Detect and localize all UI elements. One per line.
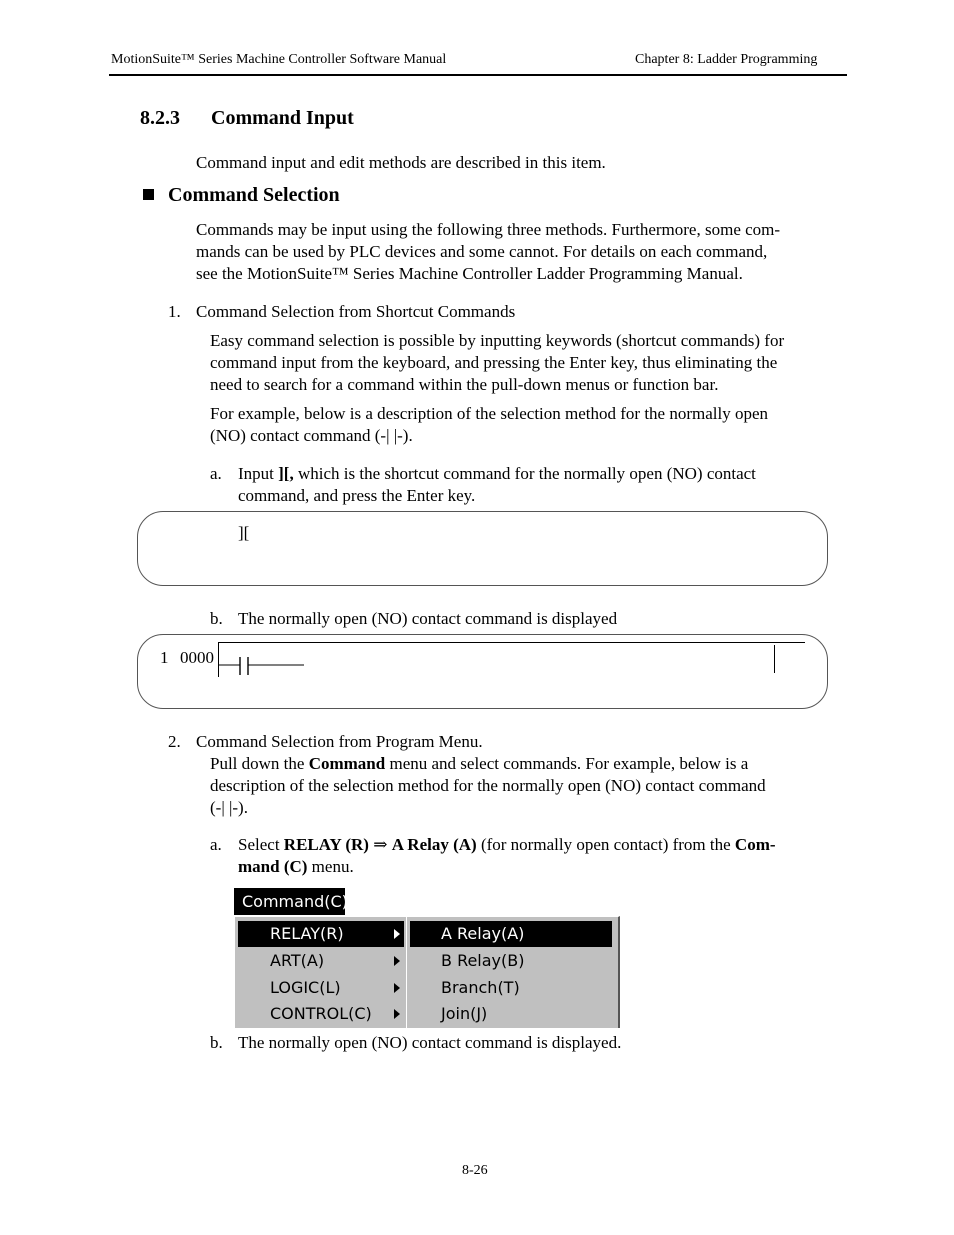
menu-item-label: LOGIC(L) bbox=[270, 978, 341, 997]
text-run: which is the shortcut command for the normally open (NO) contact bbox=[293, 464, 756, 483]
text-run: Command bbox=[308, 754, 386, 773]
text-run: mand (C) bbox=[238, 857, 308, 876]
page-number: 8-26 bbox=[462, 1163, 488, 1178]
ladder-line-number: 1 bbox=[160, 648, 169, 667]
menu-item-control[interactable] bbox=[238, 1001, 404, 1027]
text-run: RELAY (R) bbox=[283, 835, 369, 854]
paragraph-line: For example, below is a description of the selection method for the normally open bbox=[210, 404, 769, 423]
text-run: Select bbox=[238, 835, 284, 854]
text-run: command, and press the Enter key. bbox=[238, 486, 476, 505]
text-run: Input bbox=[238, 464, 279, 483]
paragraph-line: command input from the keyboard, and pressing the Enter key, thus eliminating the bbox=[210, 353, 778, 372]
submenu-arrow-icon bbox=[394, 956, 400, 966]
subsection-title: Command Selection bbox=[168, 184, 340, 206]
no-contact-symbol-icon bbox=[218, 643, 308, 679]
bullet-square-icon bbox=[143, 189, 154, 200]
section-number: 8.2.3 bbox=[140, 107, 180, 129]
item2-title: Command Selection from Program Menu. bbox=[196, 732, 483, 751]
text-run: (for normally open contact) from the bbox=[476, 835, 735, 854]
item2-paragraph bbox=[210, 753, 850, 819]
item1-paragraph-1 bbox=[210, 330, 850, 396]
menu-item-join[interactable]: Join(J) bbox=[441, 1004, 488, 1023]
paragraph-line: need to search for a command within the pull-down menus or function bar. bbox=[210, 375, 719, 394]
paragraph-line: Easy command selection is possible by inputting keywords (shortcut commands) for bbox=[210, 331, 785, 350]
item2-step-a-text bbox=[238, 834, 848, 878]
subsection-heading bbox=[143, 184, 340, 207]
text-run: (-| |-). bbox=[210, 798, 248, 817]
section-title: Command Input bbox=[211, 107, 354, 129]
menu-item-label: RELAY(R) bbox=[270, 924, 344, 943]
menu-item-relay[interactable] bbox=[238, 921, 404, 947]
submenu-arrow-icon bbox=[394, 1009, 400, 1019]
text-run: menu and select commands. For example, below is a bbox=[385, 754, 749, 773]
arrow-symbol: ⇒ bbox=[368, 835, 392, 854]
relay-submenu bbox=[406, 916, 620, 1028]
intro-text: Command input and edit methods are described in this item. bbox=[196, 153, 606, 172]
header-rule bbox=[109, 74, 847, 76]
running-header-title: MotionSuite™ Series Machine Controller Software Manual bbox=[111, 52, 447, 67]
item1-number: 1. bbox=[168, 302, 181, 321]
ladder-right-rail bbox=[774, 645, 775, 673]
item1-step-a-text bbox=[238, 463, 848, 507]
menu-item-label: ART(A) bbox=[270, 951, 325, 970]
text-run: A Relay (A) bbox=[391, 835, 477, 854]
submenu-arrow-icon bbox=[394, 929, 400, 939]
item2-step-b-letter: b. bbox=[210, 1033, 223, 1052]
text-run: menu. bbox=[307, 857, 354, 876]
text-run: Pull down the bbox=[210, 754, 309, 773]
paragraph-line: see the MotionSuite™ Series Machine Controller Ladder Programming Manual. bbox=[196, 264, 743, 283]
item1-step-b-text: The normally open (NO) contact command is displayed bbox=[238, 609, 618, 628]
paragraph-line: mands can be used by PLC devices and some cannot. For details on each command, bbox=[196, 242, 768, 261]
menu-title-command[interactable]: Command(C) bbox=[234, 888, 345, 915]
text-run: Com- bbox=[734, 835, 776, 854]
paragraph-line: (NO) contact command (-| |-). bbox=[210, 426, 413, 445]
submenu-arrow-icon bbox=[394, 983, 400, 993]
running-header-chapter: Chapter 8: Ladder Programming bbox=[635, 52, 818, 67]
menu-item-label: CONTROL(C) bbox=[270, 1004, 372, 1023]
command-menu-screenshot bbox=[234, 888, 618, 1027]
item2-step-b-text: The normally open (NO) contact command is displayed. bbox=[238, 1033, 622, 1052]
item2-number: 2. bbox=[168, 732, 181, 751]
item1-step-b-letter: b. bbox=[210, 609, 223, 628]
menu-item-a-relay[interactable]: A Relay(A) bbox=[410, 921, 612, 947]
item1-paragraph-2 bbox=[210, 403, 850, 447]
item2-step-a-letter: a. bbox=[210, 835, 222, 854]
menu-item-b-relay[interactable]: B Relay(B) bbox=[441, 951, 525, 970]
menu-item-logic[interactable] bbox=[238, 975, 404, 1001]
menu-item-branch[interactable]: Branch(T) bbox=[441, 978, 520, 997]
menu-item-art[interactable] bbox=[238, 948, 404, 974]
command-submenu bbox=[234, 916, 407, 1028]
shortcut-command-text: ][ bbox=[238, 523, 250, 542]
item1-step-a-letter: a. bbox=[210, 464, 222, 483]
text-run: description of the selection method for the normally open (NO) contact command bbox=[210, 776, 766, 795]
ladder-step-number: 0000 bbox=[180, 648, 214, 667]
item1-title: Command Selection from Shortcut Commands bbox=[196, 302, 516, 321]
subsection-paragraph bbox=[196, 219, 846, 285]
shortcut-keyword: ][, bbox=[278, 464, 294, 483]
paragraph-line: Commands may be input using the following three methods. Furthermore, some com- bbox=[196, 220, 781, 239]
